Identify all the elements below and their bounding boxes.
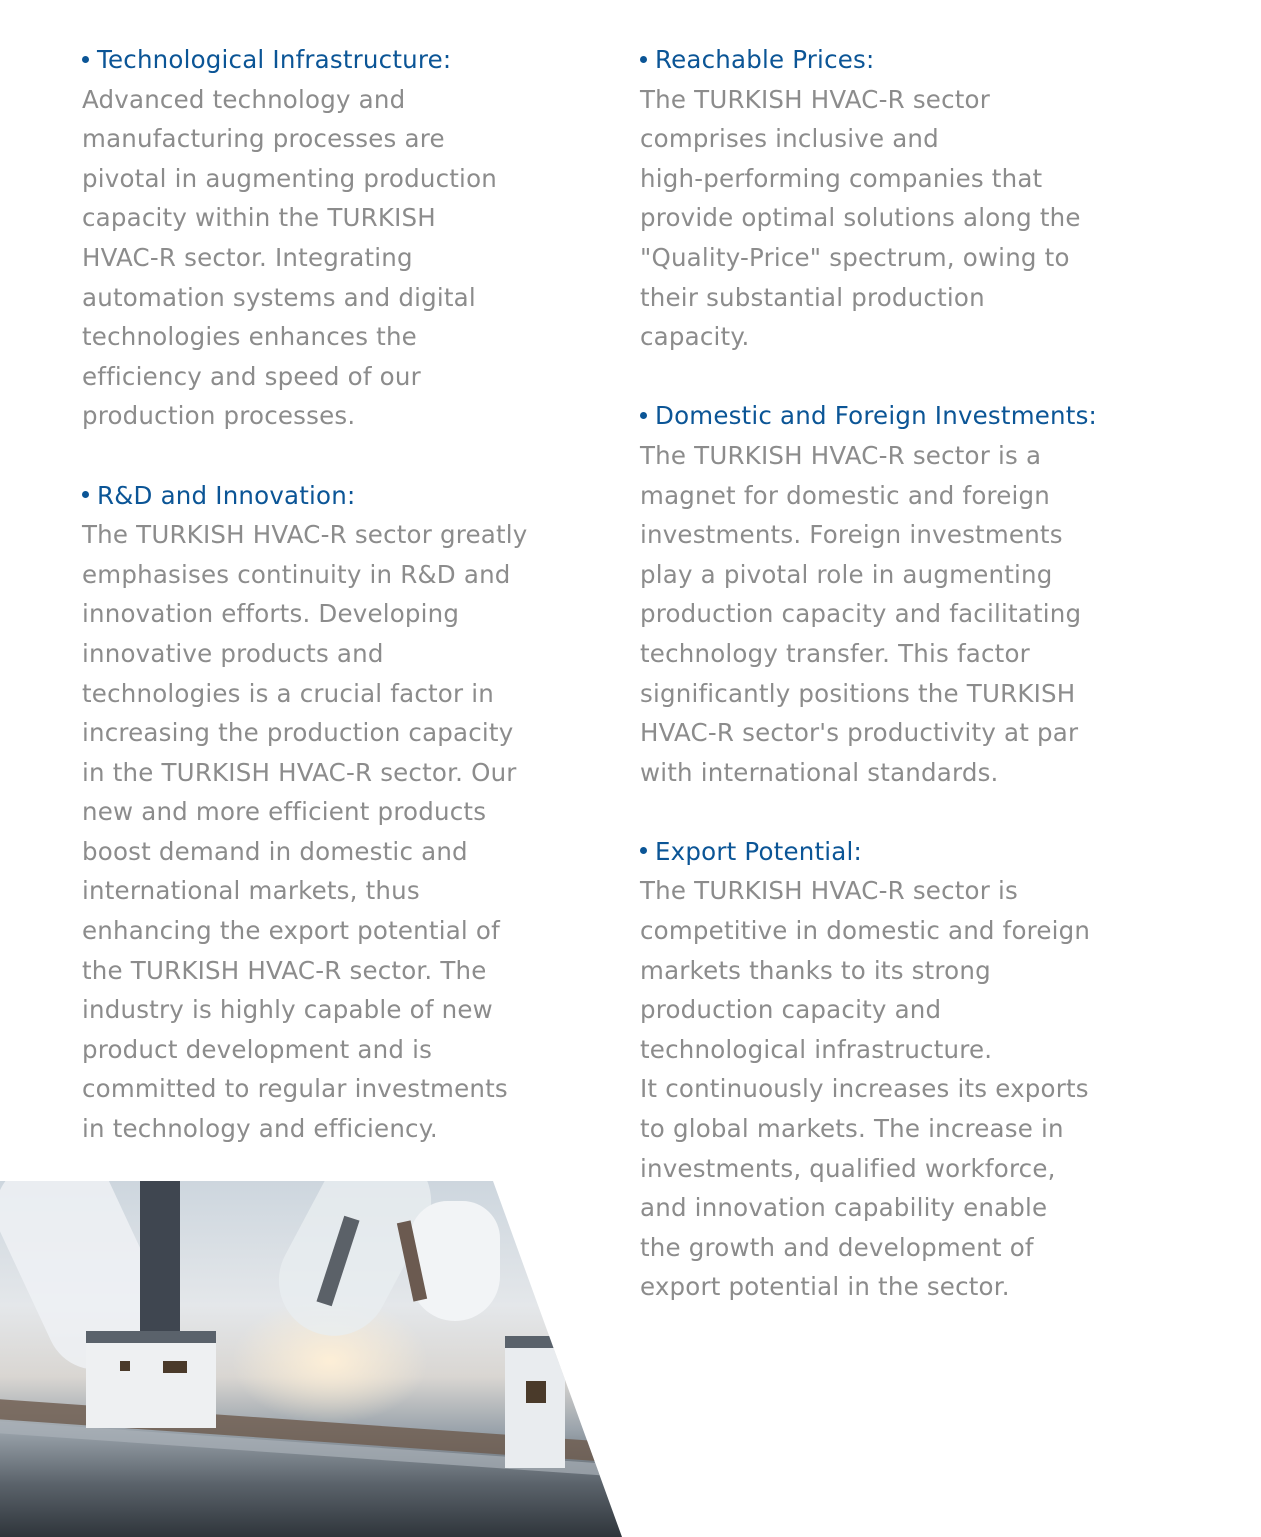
body-text-line: capacity within the TURKISH (82, 203, 436, 233)
body-text-line: technology transfer. This factor (640, 638, 1030, 668)
body-text-line: increasing the production capacity (82, 718, 514, 748)
body-text-line: in the TURKISH HVAC-R sector. Our (82, 757, 517, 787)
body-text-line: HVAC-R sector's productivity at par (640, 718, 1079, 748)
robot-base (86, 1331, 216, 1428)
body-text-line: efficiency and speed of our (82, 361, 421, 391)
bullet-icon (640, 847, 647, 854)
body-text-line: markets thanks to its strong (640, 955, 991, 985)
body-text-line: with international standards. (640, 757, 999, 787)
body-text-line: production processes. (82, 401, 356, 431)
bullet-icon (640, 412, 647, 419)
body-text-line: HVAC-R sector. Integrating (82, 242, 413, 272)
section (640, 832, 1200, 1307)
body-text-line: significantly positions the TURKISH (640, 678, 1076, 708)
left-column (82, 40, 642, 1188)
body-text-line: product development and is (82, 1034, 433, 1064)
body-text-line: capacity. (640, 322, 750, 352)
body-text-line: technologies enhances the (82, 322, 417, 352)
robot-base-window (526, 1381, 546, 1403)
body-text-line: production capacity and (640, 995, 942, 1025)
body-text-line: competitive in domestic and foreign (640, 916, 1091, 946)
body-text-line: new and more efficient products (82, 797, 487, 827)
section-heading (640, 40, 1200, 80)
body-text-line: committed to regular investments (82, 1074, 508, 1104)
body-text-line: technologies is a crucial factor in (82, 678, 494, 708)
body-text-line: investments, qualified workforce, (640, 1153, 1056, 1183)
body-text-line: their substantial production (640, 282, 985, 312)
section (82, 476, 642, 1149)
body-text-line: innovative products and (82, 638, 384, 668)
body-text-line: comprises inclusive and (640, 124, 939, 154)
body-text-line: industry is highly capable of new (82, 995, 493, 1025)
robotic-production-line-image (0, 1181, 622, 1537)
robot-gripper-shape (410, 1201, 500, 1321)
section-heading (82, 476, 642, 516)
section-heading (640, 832, 1200, 872)
body-text-line: emphasises continuity in R&D and (82, 559, 511, 589)
section-heading (82, 40, 642, 80)
body-text-line: the growth and development of (640, 1232, 1034, 1262)
body-text-line: The TURKISH HVAC-R sector (640, 84, 991, 114)
body-text-line: magnet for domestic and foreign (640, 480, 1051, 510)
bullet-icon (82, 491, 89, 498)
body-text-line: enhancing the export potential of (82, 916, 500, 946)
right-column (640, 40, 1200, 1347)
body-text-line: automation systems and digital (82, 282, 476, 312)
section (640, 40, 1200, 357)
section (82, 40, 642, 436)
body-text-line: investments. Foreign investments (640, 520, 1063, 550)
body-text-line: international markets, thus (82, 876, 420, 906)
body-text-line: innovation efforts. Developing (82, 599, 460, 629)
body-text-line: Advanced technology and (82, 84, 406, 114)
body-text-line: manufacturing processes are (82, 124, 445, 154)
body-text-line: The TURKISH HVAC-R sector is a (640, 440, 1042, 470)
section-heading-text: Export Potential: (655, 836, 862, 866)
section-heading-text: Reachable Prices: (655, 45, 875, 74)
robot-arm-column (140, 1181, 180, 1341)
body-text-line: production capacity and facilitating (640, 599, 1082, 629)
section (640, 396, 1200, 792)
robot-base-window (163, 1361, 187, 1373)
section-heading-text: Domestic and Foreign Investments: (655, 401, 1097, 431)
body-text-line: high-performing companies that (640, 163, 1043, 193)
body-text-line: export potential in the sector. (640, 1272, 1010, 1302)
body-text-line: technological infrastructure. (640, 1034, 993, 1064)
body-text-line: The TURKISH HVAC-R sector greatly (82, 520, 528, 550)
body-text-line: "Quality-Price" spectrum, owing to (640, 242, 1070, 272)
body-text-line: play a pivotal role in augmenting (640, 559, 1053, 589)
bullet-icon (640, 56, 647, 63)
body-text-line: provide optimal solutions along the (640, 203, 1081, 233)
body-text-line: It continuously increases its exports (640, 1074, 1089, 1104)
body-text-line: and innovation capability enable (640, 1193, 1048, 1223)
body-text-line: the TURKISH HVAC-R sector. The (82, 955, 487, 985)
body-text-line: The TURKISH HVAC-R sector is (640, 876, 1018, 906)
robot-base-window (120, 1361, 130, 1371)
body-text-line: to global markets. The increase in (640, 1114, 1064, 1144)
body-text-line: boost demand in domestic and (82, 836, 468, 866)
body-text-line: in technology and efficiency. (82, 1114, 438, 1144)
section-heading (640, 396, 1200, 436)
section-heading-text: Technological Infrastructure: (97, 45, 452, 74)
section-heading-text: R&D and Innovation: (97, 480, 356, 510)
body-text-line: pivotal in augmenting production (82, 163, 497, 193)
bullet-icon (82, 56, 89, 63)
